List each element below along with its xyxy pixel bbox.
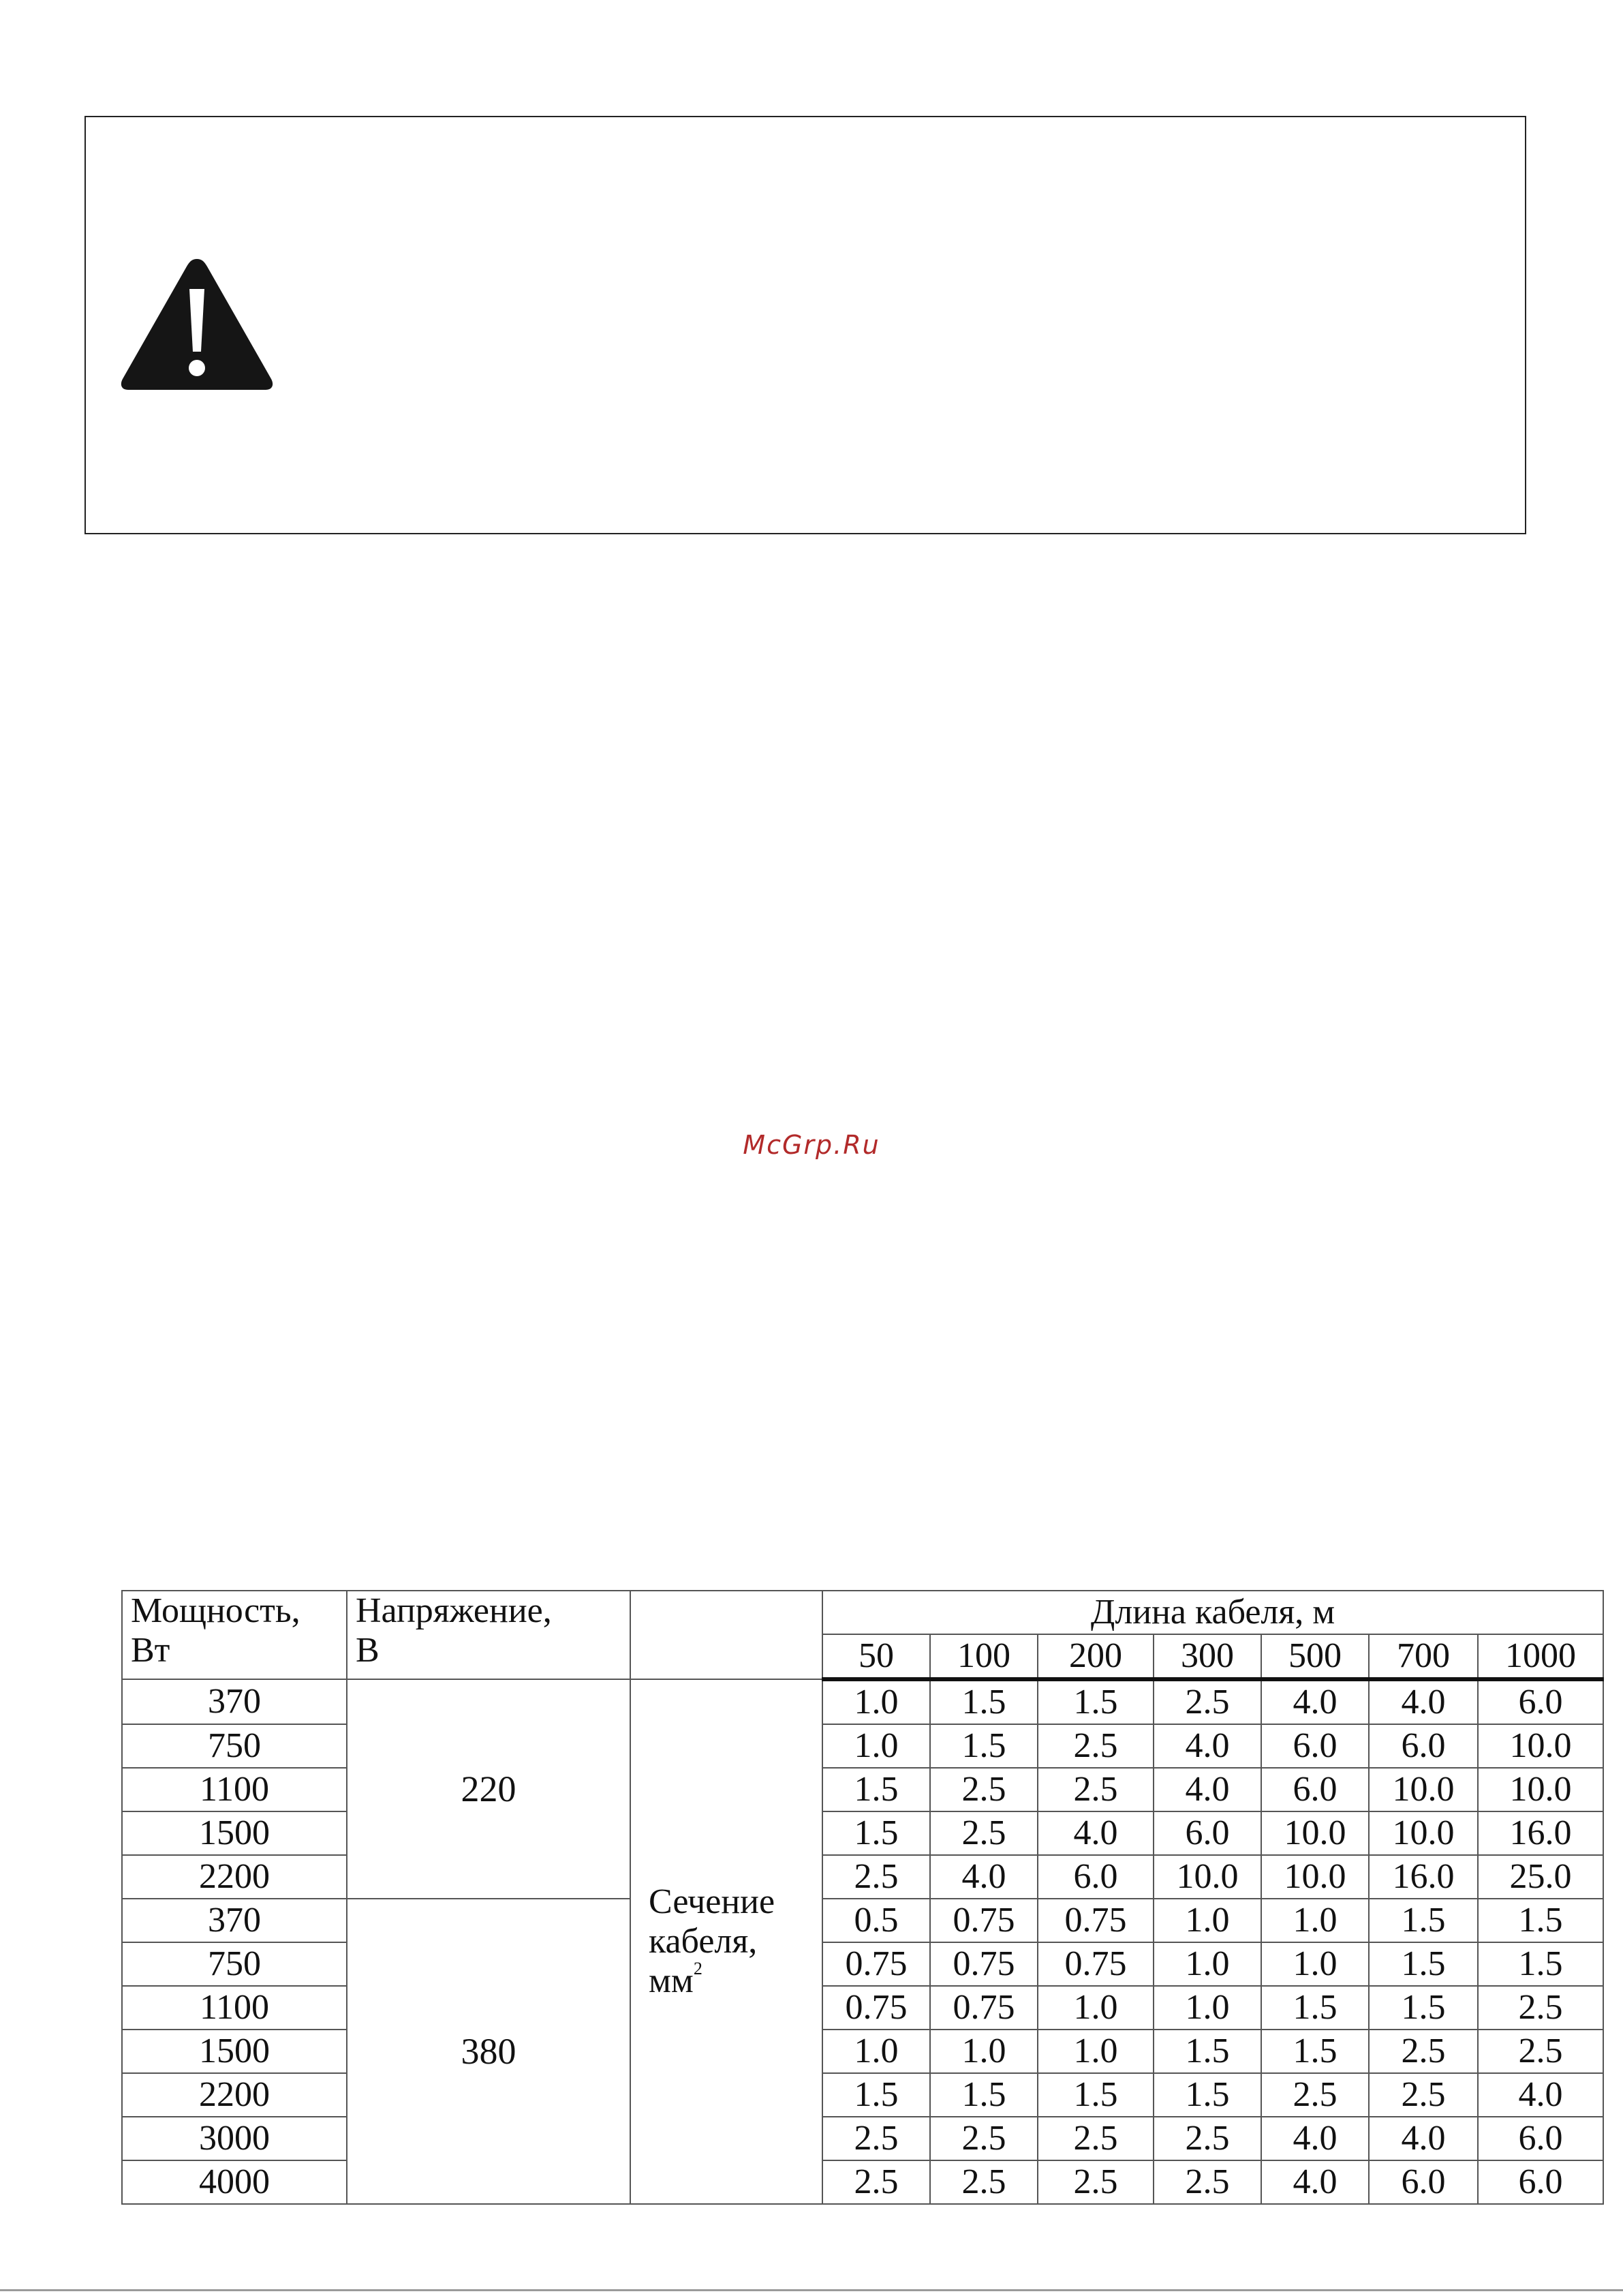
section-label-line3: мм: [649, 1961, 694, 2000]
section-value-cell: 1.5: [1369, 1986, 1478, 2030]
section-value-cell: 4.0: [1261, 2160, 1369, 2204]
section-value-cell: 0.75: [1038, 1899, 1154, 1942]
table-row: [122, 1986, 1603, 2030]
table-row: [122, 1855, 1603, 1899]
table-row: [122, 1768, 1603, 1811]
bottom-rule: [0, 2289, 1623, 2291]
section-value-cell: 2.5: [822, 2117, 930, 2160]
section-value-cell: 4.0: [1261, 2117, 1369, 2160]
section-value-cell: 4.0: [1369, 1679, 1478, 1724]
power-cell: 2200: [122, 2073, 347, 2117]
power-cell: 2200: [122, 1855, 347, 1899]
section-label-line2: кабеля,: [649, 1922, 758, 1961]
section-value-cell: 2.5: [1369, 2073, 1478, 2117]
section-value-cell: 1.0: [1261, 1942, 1369, 1986]
section-value-cell: 0.75: [1038, 1942, 1154, 1986]
section-value-cell: 4.0: [1261, 1679, 1369, 1724]
section-value-cell: 0.75: [822, 1986, 930, 2030]
section-value-cell: 10.0: [1369, 1811, 1478, 1855]
section-value-cell: 6.0: [1038, 1855, 1154, 1899]
section-value-cell: 16.0: [1369, 1855, 1478, 1899]
section-value-cell: 6.0: [1478, 2160, 1603, 2204]
cable-section-label: [630, 1679, 822, 2204]
section-value-cell: 2.5: [1369, 2030, 1478, 2073]
section-value-cell: 0.75: [822, 1942, 930, 1986]
voltage-cell: 220: [347, 1679, 630, 1899]
section-value-cell: 2.5: [822, 2160, 930, 2204]
section-value-cell: 2.5: [1154, 2117, 1261, 2160]
section-value-cell: 1.0: [1154, 1986, 1261, 2030]
length-header-cell: 300: [1154, 1634, 1261, 1679]
section-value-cell: 16.0: [1478, 1811, 1603, 1855]
section-value-cell: 0.75: [930, 1986, 1038, 2030]
header-voltage-line2: В: [356, 1631, 380, 1670]
section-value-cell: 2.5: [1154, 1679, 1261, 1724]
table-row: [122, 2117, 1603, 2160]
section-value-cell: 10.0: [1478, 1724, 1603, 1768]
header-row: [122, 1591, 1603, 1634]
length-header-cell: 200: [1038, 1634, 1154, 1679]
section-value-cell: 1.0: [930, 2030, 1038, 2073]
length-header-cell: 500: [1261, 1634, 1369, 1679]
section-value-cell: 1.5: [1369, 1899, 1478, 1942]
section-value-cell: 2.5: [1261, 2073, 1369, 2117]
section-value-cell: 4.0: [1369, 2117, 1478, 2160]
power-cell: 1100: [122, 1986, 347, 2030]
section-value-cell: 2.5: [1038, 2117, 1154, 2160]
section-value-cell: 1.5: [1478, 1899, 1603, 1942]
header-voltage-line1: Напряжение,: [356, 1591, 552, 1630]
header-empty: [630, 1591, 822, 1679]
section-value-cell: 1.0: [822, 1724, 930, 1768]
section-value-cell: 1.5: [1154, 2073, 1261, 2117]
section-value-cell: 6.0: [1478, 2117, 1603, 2160]
section-value-cell: 2.5: [1038, 1724, 1154, 1768]
section-value-cell: 1.5: [930, 2073, 1038, 2117]
section-value-cell: 0.5: [822, 1899, 930, 1942]
header-power-line1: Мощность,: [131, 1591, 300, 1630]
voltage-cell: 380: [347, 1899, 630, 2204]
table-row: [122, 2160, 1603, 2204]
power-cell: 4000: [122, 2160, 347, 2204]
table-row: [122, 1942, 1603, 1986]
table-row: [122, 1811, 1603, 1855]
section-value-cell: 1.5: [930, 1679, 1038, 1724]
section-value-cell: 2.5: [822, 1855, 930, 1899]
section-value-cell: 10.0: [1261, 1855, 1369, 1899]
section-value-cell: 4.0: [1478, 2073, 1603, 2117]
section-value-cell: 1.5: [822, 1768, 930, 1811]
section-value-cell: 1.0: [1038, 1986, 1154, 2030]
section-value-cell: 2.5: [1478, 2030, 1603, 2073]
header-power-line2: Вт: [131, 1631, 170, 1670]
table-row: [122, 2030, 1603, 2073]
power-cell: 1500: [122, 2030, 347, 2073]
section-value-cell: 2.5: [1154, 2160, 1261, 2204]
header-power: [122, 1591, 347, 1679]
section-value-cell: 6.0: [1478, 1679, 1603, 1724]
section-value-cell: 1.0: [822, 1679, 930, 1724]
section-value-cell: 4.0: [930, 1855, 1038, 1899]
section-value-cell: 6.0: [1369, 2160, 1478, 2204]
power-cell: 1500: [122, 1811, 347, 1855]
cable-section-table: [121, 1590, 1604, 2205]
section-value-cell: 10.0: [1478, 1768, 1603, 1811]
section-value-cell: 1.5: [1261, 1986, 1369, 2030]
section-value-cell: 6.0: [1369, 1724, 1478, 1768]
warning-triangle-icon: [117, 254, 277, 395]
header-voltage: [347, 1591, 630, 1679]
length-header-cell: 700: [1369, 1634, 1478, 1679]
section-value-cell: 1.0: [1154, 1899, 1261, 1942]
section-value-cell: 6.0: [1154, 1811, 1261, 1855]
section-value-cell: 6.0: [1261, 1724, 1369, 1768]
section-value-cell: 4.0: [1154, 1724, 1261, 1768]
section-value-cell: 2.5: [930, 1768, 1038, 1811]
length-header-cell: 100: [930, 1634, 1038, 1679]
section-value-cell: 2.5: [930, 2160, 1038, 2204]
power-cell: 750: [122, 1724, 347, 1768]
section-value-cell: 4.0: [1154, 1768, 1261, 1811]
section-value-cell: 1.5: [1038, 1679, 1154, 1724]
section-value-cell: 1.5: [1261, 2030, 1369, 2073]
section-value-cell: 0.75: [930, 1899, 1038, 1942]
section-label-superscript: 2: [693, 1959, 702, 1978]
table-row: [122, 1724, 1603, 1768]
power-cell: 370: [122, 1679, 347, 1724]
section-value-cell: 1.5: [822, 1811, 930, 1855]
section-value-cell: 25.0: [1478, 1855, 1603, 1899]
section-value-cell: 10.0: [1154, 1855, 1261, 1899]
section-value-cell: 2.5: [930, 2117, 1038, 2160]
section-label-line1: Сечение: [649, 1882, 775, 1921]
table-body: [122, 1591, 1603, 2204]
power-cell: 1100: [122, 1768, 347, 1811]
warning-box: [84, 116, 1526, 534]
section-value-cell: 1.0: [1261, 1899, 1369, 1942]
section-value-cell: 2.5: [1478, 1986, 1603, 2030]
section-value-cell: 1.5: [1478, 1942, 1603, 1986]
length-header-cell: 50: [822, 1634, 930, 1679]
section-value-cell: 1.0: [1154, 1942, 1261, 1986]
section-value-cell: 1.5: [822, 2073, 930, 2117]
section-value-cell: 4.0: [1038, 1811, 1154, 1855]
section-value-cell: 2.5: [1038, 1768, 1154, 1811]
section-value-cell: 6.0: [1261, 1768, 1369, 1811]
section-value-cell: 1.5: [1369, 1942, 1478, 1986]
length-header-cell: 1000: [1478, 1634, 1603, 1679]
section-value-cell: 2.5: [930, 1811, 1038, 1855]
section-value-cell: 1.0: [1038, 2030, 1154, 2073]
section-value-cell: 1.5: [930, 1724, 1038, 1768]
power-cell: 370: [122, 1899, 347, 1942]
power-cell: 750: [122, 1942, 347, 1986]
section-value-cell: 10.0: [1261, 1811, 1369, 1855]
section-value-cell: 2.5: [1038, 2160, 1154, 2204]
section-value-cell: 1.0: [822, 2030, 930, 2073]
section-value-cell: 1.5: [1154, 2030, 1261, 2073]
header-cable-length: Длина кабеля, м: [822, 1591, 1603, 1634]
section-value-cell: 0.75: [930, 1942, 1038, 1986]
section-value-cell: 1.5: [1038, 2073, 1154, 2117]
table-row: [122, 1899, 1603, 1942]
section-value-cell: 10.0: [1369, 1768, 1478, 1811]
table-row: [122, 1679, 1603, 1724]
power-cell: 3000: [122, 2117, 347, 2160]
table-row: [122, 2073, 1603, 2117]
watermark: McGrp.Ru: [743, 1130, 880, 1160]
